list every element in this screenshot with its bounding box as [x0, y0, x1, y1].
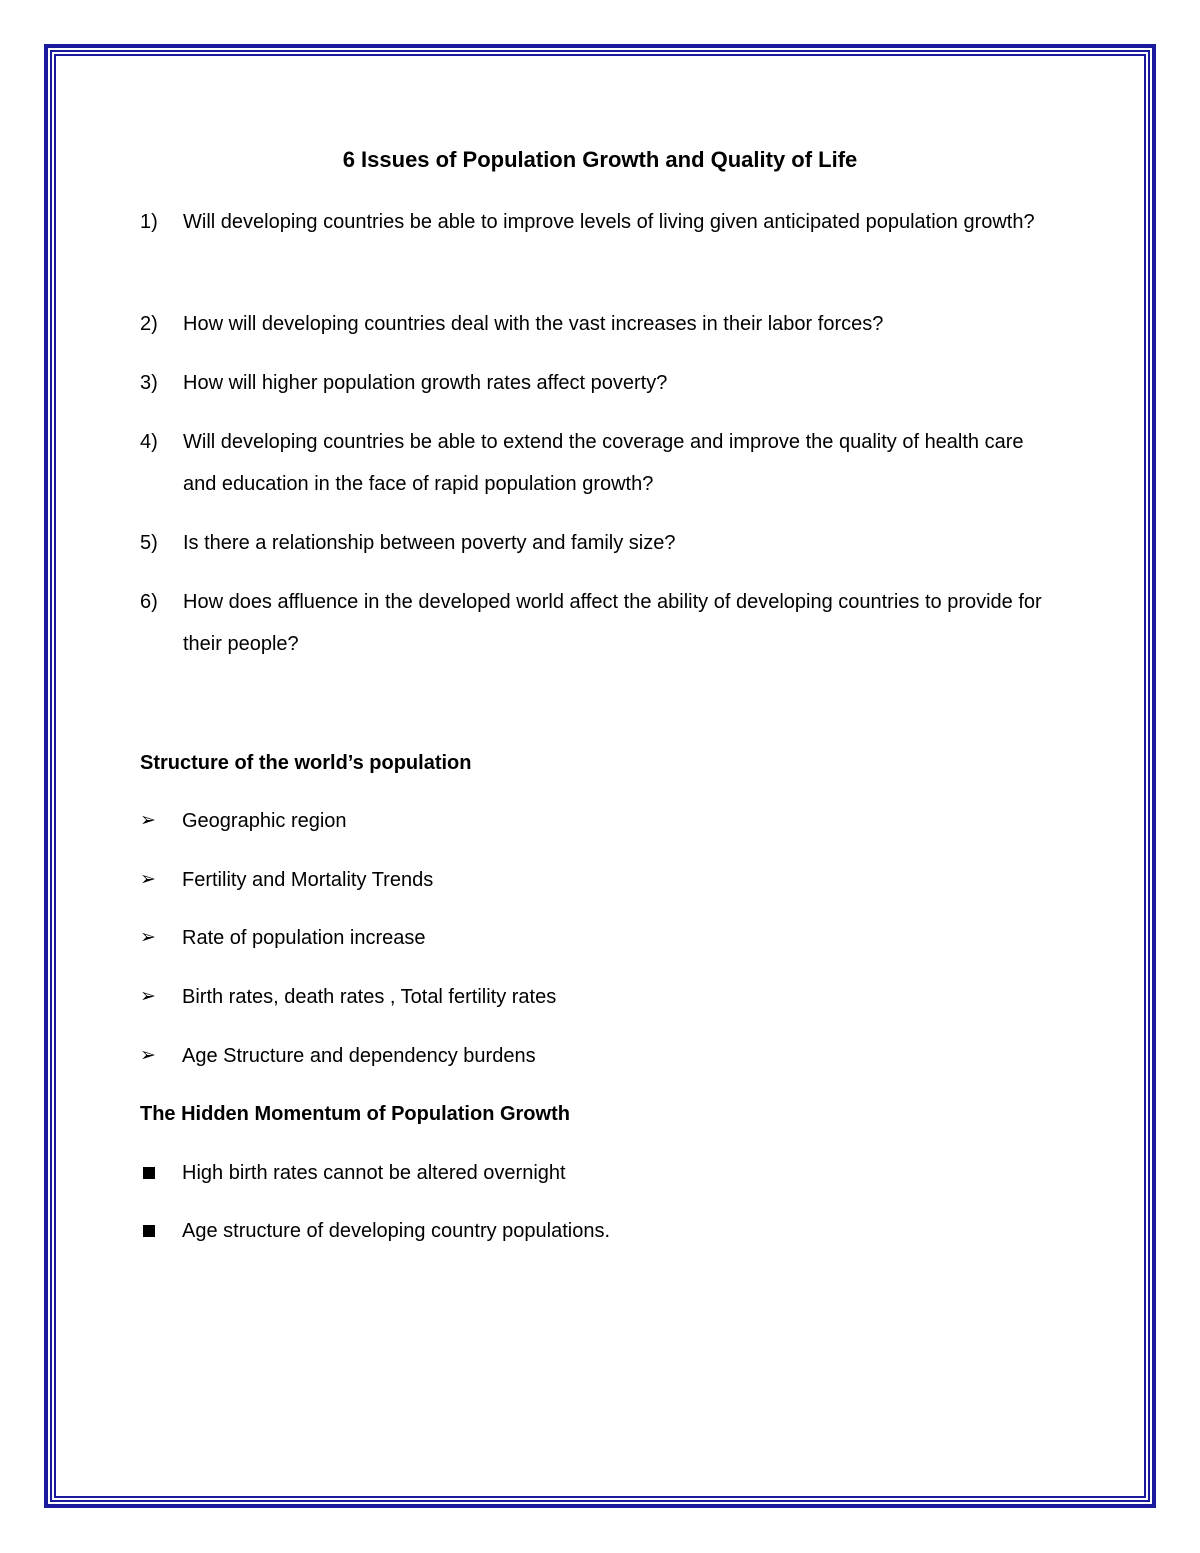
list-item-text: Birth rates, death rates , Total fertility rates	[182, 986, 557, 1008]
issue-item	[140, 201, 1060, 243]
list-item-text: Fertility and Mortality Trends	[182, 869, 434, 891]
arrow-bullet-icon: ➢	[140, 1045, 156, 1066]
list-item	[140, 1042, 1040, 1070]
issue-text: Is there a relationship between poverty and family size?	[183, 532, 676, 554]
arrow-bullet-icon: ➢	[140, 986, 156, 1007]
list-item	[140, 1159, 1040, 1187]
list-item	[140, 924, 1040, 952]
section-heading-momentum: The Hidden Momentum of Population Growth	[140, 1103, 570, 1125]
square-bullet-icon	[143, 1167, 155, 1179]
issue-item	[140, 421, 1060, 505]
issue-number: 4)	[140, 431, 158, 453]
issue-text: Will developing countries be able to extend the coverage and improve the quality of health care and education in the face of rapid population growth?	[183, 431, 1024, 495]
list-item-text: High birth rates cannot be altered overnight	[182, 1162, 566, 1184]
list-item	[140, 1217, 1040, 1245]
square-bullet-icon	[143, 1225, 155, 1237]
arrow-bullet-icon: ➢	[140, 810, 156, 831]
list-item	[140, 807, 1040, 835]
arrow-bullet-icon: ➢	[140, 927, 156, 948]
list-item-text: Rate of population increase	[182, 927, 426, 949]
issue-text: How will higher population growth rates affect poverty?	[183, 372, 668, 394]
issue-item	[140, 581, 1060, 665]
issue-number: 5)	[140, 532, 158, 554]
page-title: 6 Issues of Population Growth and Quality of Life	[342, 147, 858, 172]
issue-number: 1)	[140, 211, 158, 233]
issue-number: 3)	[140, 372, 158, 394]
list-item	[140, 983, 1040, 1011]
list-item-text: Geographic region	[182, 810, 347, 832]
issue-item	[140, 522, 1060, 564]
issue-text: How does affluence in the developed world affect the ability of developing countries to provide for their people?	[183, 591, 1042, 655]
list-item-text: Age Structure and dependency burdens	[182, 1045, 536, 1067]
list-item-text: Age structure of developing country populations.	[182, 1220, 611, 1242]
issue-item	[140, 362, 1060, 404]
issue-number: 2)	[140, 313, 158, 335]
section-heading-structure: Structure of the world’s population	[140, 752, 472, 774]
issue-number: 6)	[140, 591, 158, 613]
arrow-bullet-icon: ➢	[140, 869, 156, 890]
issue-text: Will developing countries be able to improve levels of living given anticipated population growth?	[183, 211, 1035, 233]
list-item	[140, 866, 1040, 894]
issue-item	[140, 303, 1060, 345]
issue-text: How will developing countries deal with the vast increases in their labor forces?	[183, 313, 884, 335]
